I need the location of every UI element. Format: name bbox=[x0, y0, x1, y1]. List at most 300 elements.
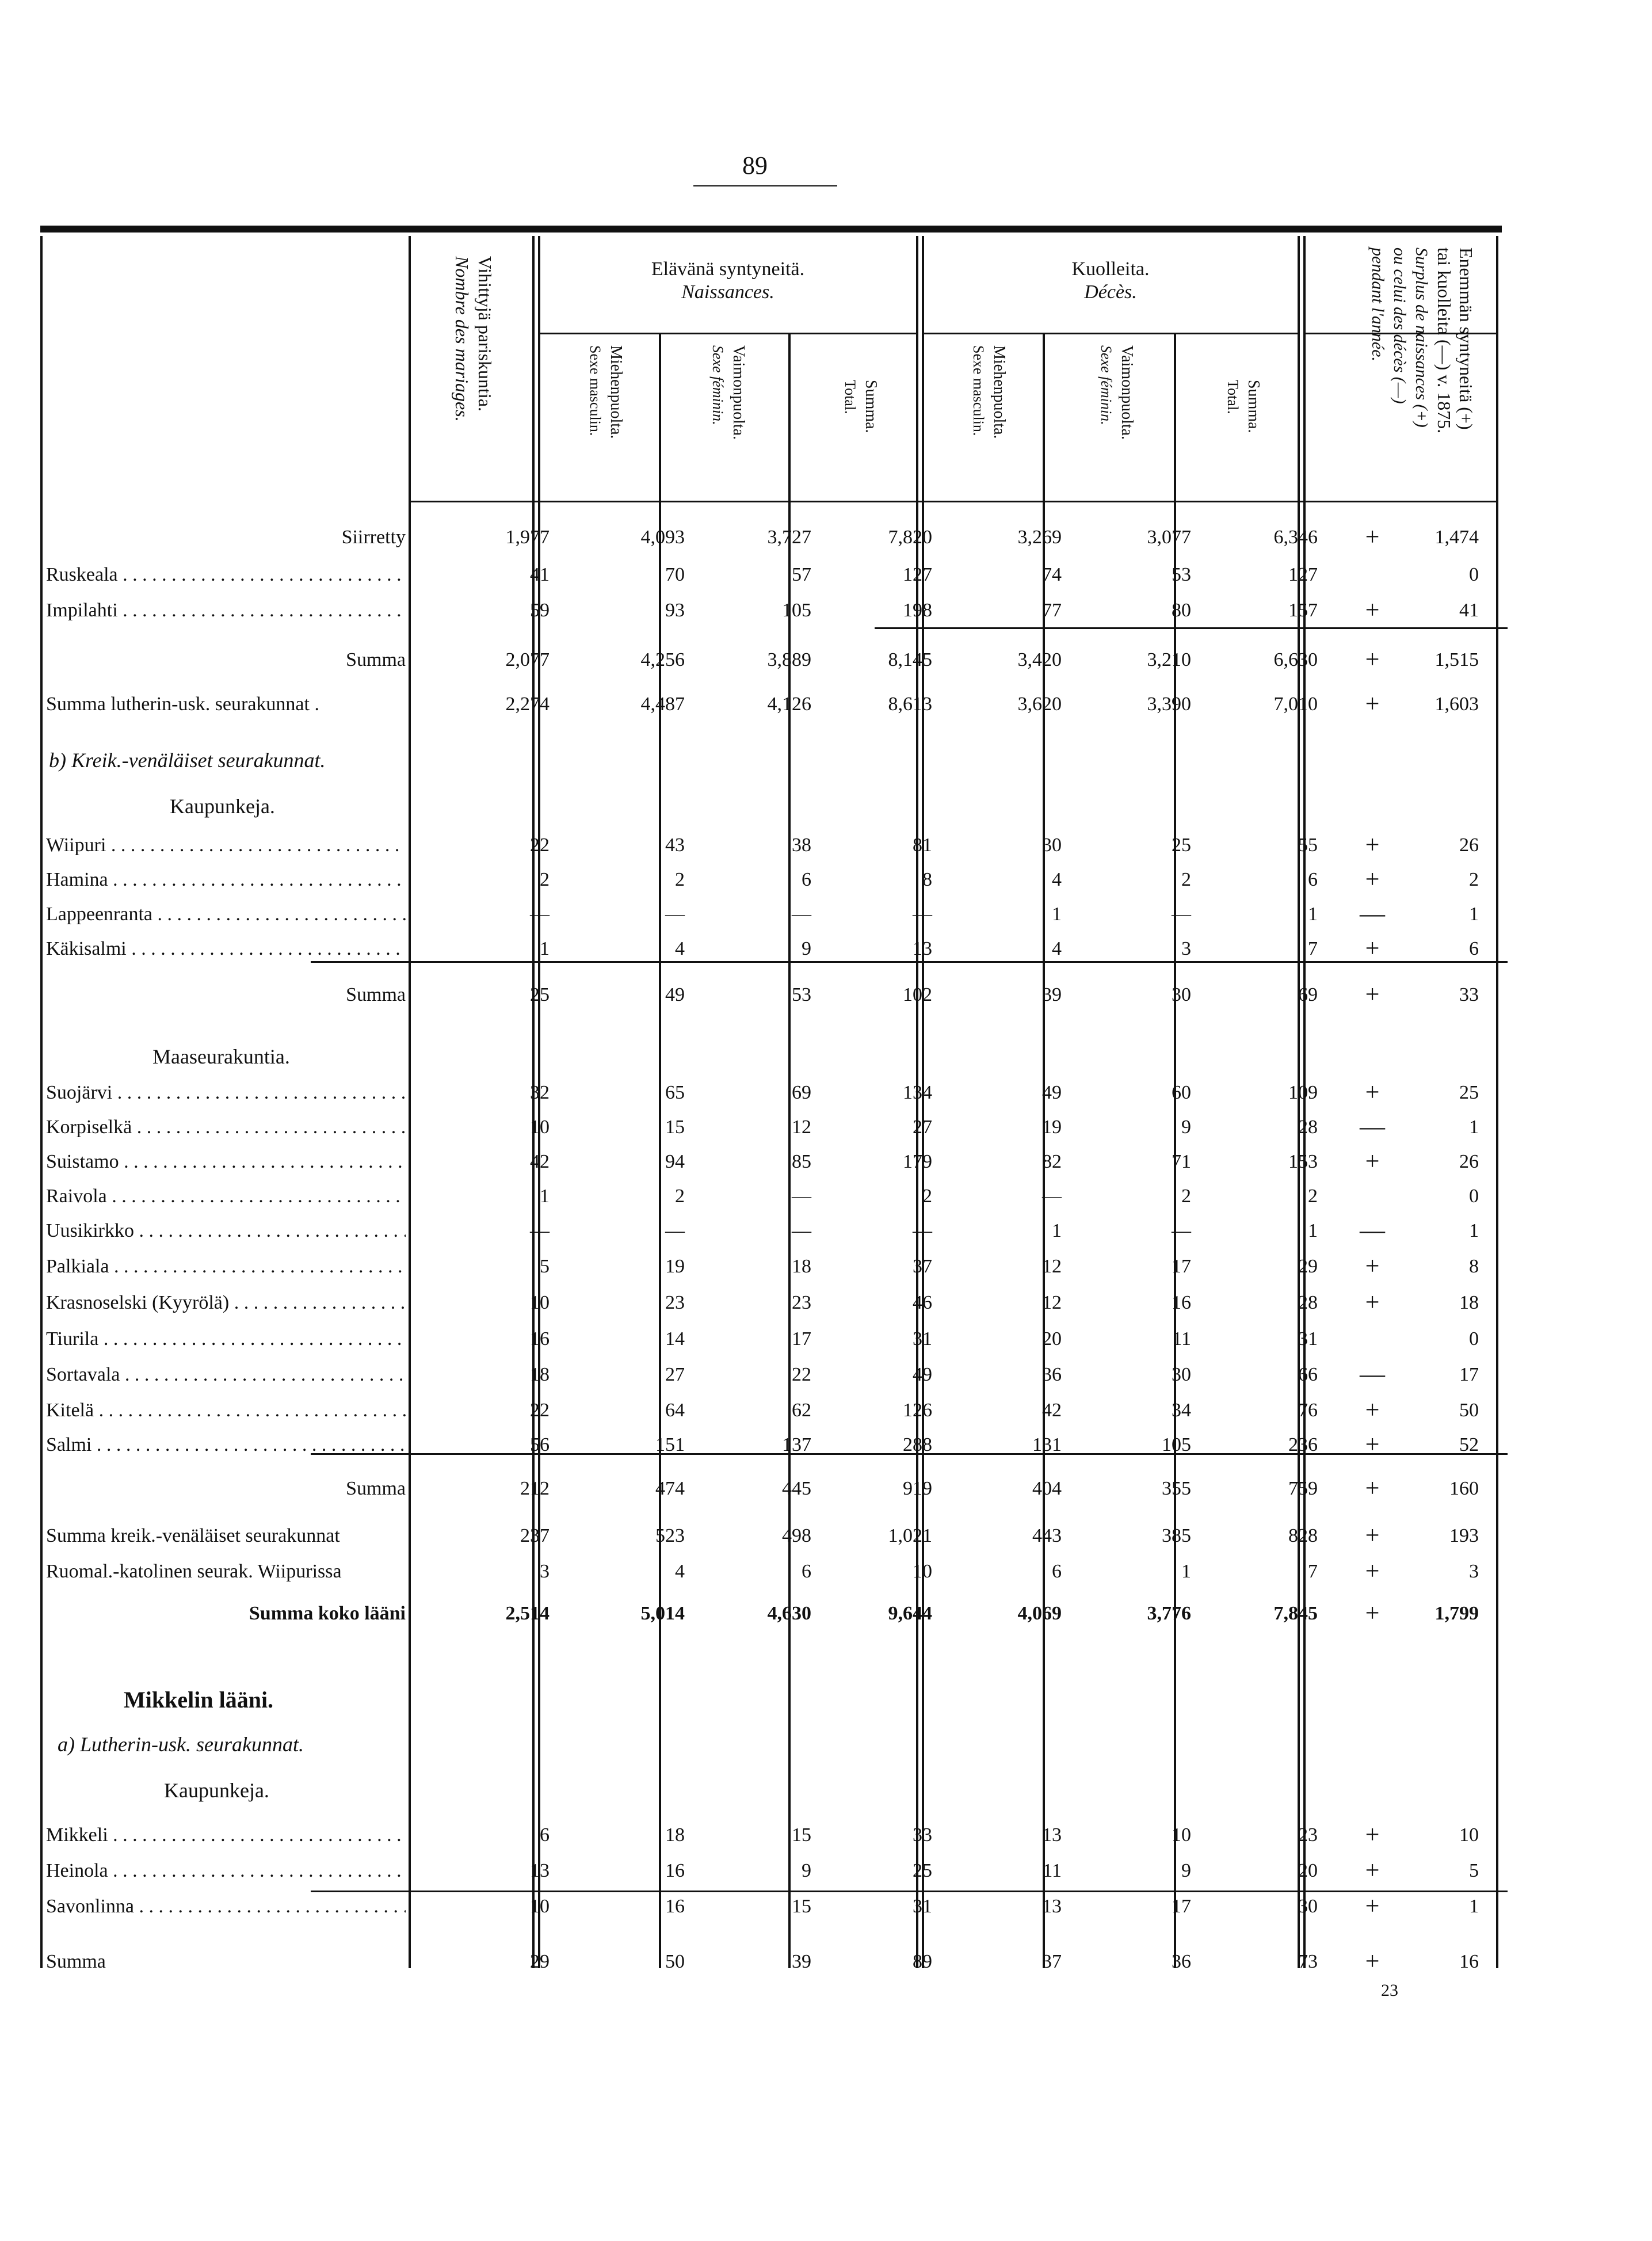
cell-value: 10 bbox=[530, 1292, 550, 1313]
marriages-header-fr: Nombre des mariages. bbox=[452, 256, 472, 422]
row-label: Heinola . . . bbox=[46, 1860, 406, 1882]
surplus-sign: — bbox=[1360, 1360, 1385, 1388]
cell-value: 38 bbox=[792, 834, 811, 856]
cell-value: 2 bbox=[675, 869, 685, 890]
surplus-value: 52 bbox=[1459, 1434, 1479, 1455]
surplus-sign: — bbox=[1360, 900, 1385, 928]
cell-value: 37 bbox=[1042, 1951, 1062, 1972]
cell-value: 53 bbox=[792, 984, 811, 1005]
cell-value: 179 bbox=[903, 1151, 932, 1172]
cell-value: 76 bbox=[1298, 1400, 1318, 1421]
surplus-value: 1,799 bbox=[1434, 1603, 1479, 1624]
surplus-value: 0 bbox=[1469, 1328, 1479, 1350]
cell-value: 10 bbox=[913, 1561, 932, 1582]
row-label: Wiipuri . . . bbox=[46, 834, 406, 856]
cell-value: 443 bbox=[1032, 1525, 1062, 1546]
row-label: Tiurila . . . bbox=[46, 1328, 406, 1350]
cell-value: 9 bbox=[802, 1860, 811, 1881]
cell-value: 19 bbox=[665, 1256, 685, 1277]
cell-value: 14 bbox=[665, 1328, 685, 1350]
cell-value: 12 bbox=[792, 1116, 811, 1138]
cell-value: 25 bbox=[1172, 834, 1191, 856]
cell-value: 82 bbox=[1042, 1151, 1062, 1172]
page-number-rule bbox=[693, 185, 837, 186]
cell-value: 3,889 bbox=[767, 649, 811, 670]
row-label: Palkiala . . . bbox=[46, 1256, 406, 1278]
surplus-value: 0 bbox=[1469, 1186, 1479, 1207]
row-label: Summa bbox=[46, 1951, 106, 1972]
cell-value: 3,269 bbox=[1017, 527, 1062, 548]
cell-value: 12 bbox=[1042, 1292, 1062, 1313]
surplus-sign: + bbox=[1365, 1078, 1380, 1106]
cell-value: 4 bbox=[1052, 938, 1062, 959]
surplus-sign: + bbox=[1365, 1599, 1380, 1627]
table-row bbox=[46, 1430, 1508, 1463]
cell-value: 37 bbox=[913, 1256, 932, 1277]
cell-value: 4,069 bbox=[1017, 1603, 1062, 1624]
cell-value: 385 bbox=[1162, 1525, 1191, 1546]
cell-value: 11 bbox=[1172, 1328, 1191, 1350]
surplus-sign: + bbox=[1365, 523, 1380, 551]
row-label: Sortavala . . . bbox=[46, 1364, 406, 1386]
cell-value: 12 bbox=[1042, 1256, 1062, 1277]
row-label: Summa bbox=[346, 649, 406, 670]
cell-value: 69 bbox=[1298, 984, 1318, 1005]
surplus-value: 18 bbox=[1459, 1292, 1479, 1313]
cell-value: 18 bbox=[792, 1256, 811, 1277]
cell-value: 94 bbox=[665, 1151, 685, 1172]
cell-value: 15 bbox=[665, 1116, 685, 1138]
surplus-header-fi2: tai kuolleita (—) v. 1875. bbox=[1434, 247, 1455, 434]
row-label: Ruskeala . . . bbox=[46, 564, 406, 586]
cell-value: 9,644 bbox=[888, 1603, 932, 1624]
cell-value: 3,620 bbox=[1017, 693, 1062, 715]
surplus-header-fr2: ou celui des décès (—) bbox=[1390, 247, 1409, 404]
surplus-header-fi1: Enemmän syntyneitä (+) bbox=[1456, 247, 1477, 430]
surplus-sign: + bbox=[1365, 1947, 1380, 1975]
cell-value: 41 bbox=[530, 564, 550, 585]
surplus-value: 25 bbox=[1459, 1082, 1479, 1103]
births-header bbox=[538, 258, 918, 304]
cell-value: 759 bbox=[1288, 1478, 1318, 1499]
cell-value: 4 bbox=[1052, 869, 1062, 890]
cell-value: 2 bbox=[922, 1186, 932, 1207]
cell-value: 49 bbox=[913, 1364, 932, 1385]
cell-value: 32 bbox=[530, 1082, 550, 1103]
cell-value: 2 bbox=[1181, 1186, 1191, 1207]
surplus-sign: + bbox=[1365, 689, 1380, 718]
table-top-rule bbox=[40, 226, 1502, 233]
cell-value: 404 bbox=[1032, 1478, 1062, 1499]
cell-value: 13 bbox=[1042, 1824, 1062, 1846]
surplus-sign: + bbox=[1365, 980, 1380, 1008]
cell-value: 31 bbox=[1298, 1328, 1318, 1350]
surplus-sign: + bbox=[1365, 1430, 1380, 1458]
cell-value: 445 bbox=[782, 1478, 811, 1499]
row-label: Summa bbox=[346, 1478, 406, 1499]
cell-value: 16 bbox=[530, 1328, 550, 1350]
row-label: Savonlinna . . . bbox=[46, 1896, 406, 1918]
surplus-sign: + bbox=[1365, 1396, 1380, 1424]
cell-value: 36 bbox=[1042, 1364, 1062, 1385]
births-male-header-fr: Sexe masculin. bbox=[587, 345, 604, 436]
marriages-header-fi: Vihittyjä pariskuntia. bbox=[475, 256, 495, 412]
cell-value: 73 bbox=[1298, 1951, 1318, 1972]
table-row bbox=[46, 1147, 1508, 1180]
cell-value: 13 bbox=[1042, 1896, 1062, 1917]
surplus-header-fr3: pendant l'année. bbox=[1368, 247, 1387, 362]
surplus-value: 6 bbox=[1469, 938, 1479, 959]
surplus-sign: + bbox=[1365, 865, 1380, 893]
cell-value: 17 bbox=[1172, 1256, 1191, 1277]
surplus-sign: + bbox=[1365, 1557, 1380, 1585]
births-total-header-fi: Summa. bbox=[862, 380, 880, 433]
cell-value: 2 bbox=[675, 1186, 685, 1207]
table-row bbox=[46, 596, 1508, 628]
cell-value: 10 bbox=[530, 1116, 550, 1138]
cell-value: 16 bbox=[665, 1860, 685, 1881]
cell-value: 8,145 bbox=[888, 649, 932, 670]
table-row bbox=[46, 1474, 1508, 1507]
surplus-value: 50 bbox=[1459, 1400, 1479, 1421]
cell-value: 33 bbox=[913, 1824, 932, 1846]
table-row bbox=[46, 1288, 1508, 1321]
row-label: Salmi . . . bbox=[46, 1434, 406, 1456]
cell-value: 127 bbox=[903, 564, 932, 585]
cell-value: 27 bbox=[665, 1364, 685, 1385]
cell-value: 137 bbox=[782, 1434, 811, 1455]
surplus-value: 8 bbox=[1469, 1256, 1479, 1277]
footnote-mark: 23 bbox=[1381, 1981, 1398, 2000]
surplus-value: 3 bbox=[1469, 1561, 1479, 1582]
cell-value: — bbox=[792, 1186, 811, 1207]
cell-value: 2,514 bbox=[505, 1603, 550, 1624]
table-row bbox=[46, 1521, 1508, 1554]
cell-value: 5 bbox=[540, 1256, 550, 1277]
cell-value: 85 bbox=[792, 1151, 811, 1172]
section-heading: Kaupunkeja. bbox=[170, 795, 275, 818]
cell-value: 30 bbox=[1042, 834, 1062, 856]
cell-value: 6,630 bbox=[1273, 649, 1318, 670]
table-row bbox=[46, 865, 1508, 898]
cell-value: 1 bbox=[1052, 904, 1062, 925]
cell-value: 7,820 bbox=[888, 527, 932, 548]
cell-value: 93 bbox=[665, 600, 685, 621]
row-label: Lappeenranta . . . bbox=[46, 904, 406, 925]
table-row bbox=[46, 1557, 1508, 1590]
cell-value: 28 bbox=[1298, 1116, 1318, 1138]
cell-value: 34 bbox=[1172, 1400, 1191, 1421]
cell-value: 31 bbox=[913, 1896, 932, 1917]
surplus-sign: — bbox=[1360, 1112, 1385, 1141]
deaths-male-header-fr: Sexe masculin. bbox=[970, 345, 987, 436]
cell-value: 23 bbox=[1298, 1824, 1318, 1846]
deaths-female-header-fr: Sexe féminin. bbox=[1098, 345, 1115, 425]
cell-value: 71 bbox=[1172, 1151, 1191, 1172]
surplus-value: 193 bbox=[1449, 1525, 1479, 1546]
cell-value: 3 bbox=[1181, 938, 1191, 959]
surplus-sign: + bbox=[1365, 596, 1380, 624]
cell-value: 1 bbox=[540, 1186, 550, 1207]
cell-value: 102 bbox=[903, 984, 932, 1005]
cell-value: 1 bbox=[540, 938, 550, 959]
surplus-value: 16 bbox=[1459, 1951, 1479, 1972]
section-heading: b) Kreik.-venäläiset seurakunnat. bbox=[49, 749, 326, 772]
table-row bbox=[46, 645, 1508, 678]
surplus-value: 17 bbox=[1459, 1364, 1479, 1385]
cell-value: 3 bbox=[540, 1561, 550, 1582]
surplus-sign: + bbox=[1365, 830, 1380, 859]
cell-value: 16 bbox=[665, 1896, 685, 1917]
cell-value: 134 bbox=[903, 1082, 932, 1103]
surplus-sign: + bbox=[1365, 1820, 1380, 1849]
cell-value: 53 bbox=[1172, 564, 1191, 585]
cell-value: 70 bbox=[665, 564, 685, 585]
cell-value: 89 bbox=[913, 1951, 932, 1972]
cell-value: 4,256 bbox=[640, 649, 685, 670]
cell-value: 237 bbox=[520, 1525, 550, 1546]
cell-value: 198 bbox=[903, 600, 932, 621]
cell-value: 151 bbox=[655, 1434, 685, 1455]
deaths-male-header-fi: Miehenpuolta. bbox=[990, 345, 1008, 439]
surplus-value: 41 bbox=[1459, 600, 1479, 621]
cell-value: 3,727 bbox=[767, 527, 811, 548]
table-row bbox=[46, 1360, 1508, 1393]
cell-value: 6 bbox=[1052, 1561, 1062, 1582]
cell-value: — bbox=[792, 904, 811, 925]
cell-value: 127 bbox=[1288, 564, 1318, 585]
table-row bbox=[46, 1078, 1508, 1111]
cell-value: 30 bbox=[1172, 1364, 1191, 1385]
left-margin-rule bbox=[40, 236, 43, 1968]
cell-value: 4 bbox=[675, 1561, 685, 1582]
cell-value: 1,021 bbox=[888, 1525, 932, 1546]
cell-value: 42 bbox=[530, 1151, 550, 1172]
table-row bbox=[46, 1856, 1508, 1889]
surplus-value: 33 bbox=[1459, 984, 1479, 1005]
cell-value: 16 bbox=[1172, 1292, 1191, 1313]
cell-value: 65 bbox=[665, 1082, 685, 1103]
cell-value: 6 bbox=[802, 1561, 811, 1582]
cell-value: 42 bbox=[1042, 1400, 1062, 1421]
cell-value: 1 bbox=[1308, 904, 1318, 925]
cell-value: 15 bbox=[792, 1824, 811, 1846]
cell-value: 2,077 bbox=[505, 649, 550, 670]
cell-value: 8,613 bbox=[888, 693, 932, 715]
cell-value: 30 bbox=[1298, 1896, 1318, 1917]
cell-value: 11 bbox=[1043, 1860, 1062, 1881]
table-row bbox=[46, 830, 1508, 863]
surplus-value: 1 bbox=[1469, 1220, 1479, 1241]
cell-value: 29 bbox=[530, 1951, 550, 1972]
cell-value: 6,346 bbox=[1273, 527, 1318, 548]
row-label: Mikkeli . . . bbox=[46, 1824, 406, 1846]
cell-value: 81 bbox=[913, 834, 932, 856]
cell-value: 56 bbox=[530, 1434, 550, 1455]
cell-value: — bbox=[530, 1220, 550, 1241]
cell-value: 62 bbox=[792, 1400, 811, 1421]
cell-value: 46 bbox=[913, 1292, 932, 1313]
cell-value: 19 bbox=[1042, 1116, 1062, 1138]
cell-value: 109 bbox=[1288, 1082, 1318, 1103]
cell-value: 27 bbox=[913, 1116, 932, 1138]
cell-value: 18 bbox=[530, 1364, 550, 1385]
surplus-sign: + bbox=[1365, 1521, 1380, 1549]
cell-value: 29 bbox=[1298, 1256, 1318, 1277]
row-label: Impilahti . . . bbox=[46, 600, 406, 622]
surplus-value: 5 bbox=[1469, 1860, 1479, 1881]
cell-value: 2 bbox=[1181, 869, 1191, 890]
cell-value: 74 bbox=[1042, 564, 1062, 585]
cell-value: 105 bbox=[782, 600, 811, 621]
cell-value: — bbox=[665, 1220, 685, 1241]
deaths-group-rule bbox=[922, 333, 1299, 334]
table-row bbox=[46, 934, 1508, 967]
cell-value: 6 bbox=[1308, 869, 1318, 890]
surplus-value: 1 bbox=[1469, 1896, 1479, 1917]
cell-value: — bbox=[1172, 1220, 1191, 1241]
cell-value: 23 bbox=[792, 1292, 811, 1313]
surplus-value: 1,474 bbox=[1434, 527, 1479, 548]
table-row bbox=[46, 1112, 1508, 1145]
cell-value: 13 bbox=[913, 938, 932, 959]
cell-value: 43 bbox=[665, 834, 685, 856]
cell-value: 60 bbox=[1172, 1082, 1191, 1103]
surplus-sign: + bbox=[1365, 1856, 1380, 1884]
cell-value: 57 bbox=[792, 564, 811, 585]
cell-value: 4,630 bbox=[767, 1603, 811, 1624]
cell-value: 2 bbox=[1308, 1186, 1318, 1207]
surplus-sign: + bbox=[1365, 1252, 1380, 1280]
surplus-sign: + bbox=[1365, 934, 1380, 962]
deaths-total-header-fi: Summa. bbox=[1245, 380, 1262, 433]
table-row bbox=[46, 900, 1508, 932]
surplus-sign: + bbox=[1365, 1147, 1380, 1175]
surplus-value: 10 bbox=[1459, 1824, 1479, 1846]
cell-value: 20 bbox=[1298, 1860, 1318, 1881]
cell-value: 25 bbox=[530, 984, 550, 1005]
row-label: Hamina . . . bbox=[46, 869, 406, 891]
cell-value: 10 bbox=[530, 1896, 550, 1917]
cell-value: 7,845 bbox=[1273, 1603, 1318, 1624]
cell-value: 355 bbox=[1162, 1478, 1191, 1499]
cell-value: 64 bbox=[665, 1400, 685, 1421]
births-group-rule bbox=[538, 333, 918, 334]
cell-value: — bbox=[792, 1220, 811, 1241]
births-female-header-fr: Sexe féminin. bbox=[709, 345, 726, 425]
cell-value: 4 bbox=[675, 938, 685, 959]
cell-value: 25 bbox=[913, 1860, 932, 1881]
cell-value: 288 bbox=[903, 1434, 932, 1455]
cell-value: 39 bbox=[1042, 984, 1062, 1005]
cell-value: 36 bbox=[1172, 1951, 1191, 1972]
cell-value: 10 bbox=[1172, 1824, 1191, 1846]
surplus-header-fr1: Surplus de naissances (+) bbox=[1412, 247, 1431, 428]
deaths-header-fi: Kuolleita. bbox=[1071, 258, 1150, 280]
cell-value: 1 bbox=[1052, 1220, 1062, 1241]
row-label: Ruomal.-katolinen seurak. Wiipurissa bbox=[46, 1561, 342, 1582]
cell-value: 17 bbox=[1172, 1896, 1191, 1917]
births-male-header-fi: Miehenpuolta. bbox=[607, 345, 625, 439]
row-label: Siirretty bbox=[341, 527, 406, 548]
surplus-sign: — bbox=[1360, 1216, 1385, 1244]
births-female-header-fi: Vaimonpuolta. bbox=[730, 345, 747, 440]
cell-value: 498 bbox=[782, 1525, 811, 1546]
cell-value: 523 bbox=[655, 1525, 685, 1546]
cell-value: 7 bbox=[1308, 1561, 1318, 1582]
surplus-sign: + bbox=[1365, 1892, 1380, 1920]
cell-value: 6 bbox=[802, 869, 811, 890]
row-label: Uusikirkko . . . bbox=[46, 1220, 406, 1242]
cell-value: 131 bbox=[1032, 1434, 1062, 1455]
cell-value: 30 bbox=[1172, 984, 1191, 1005]
cell-value: 49 bbox=[665, 984, 685, 1005]
cell-value: — bbox=[665, 904, 685, 925]
surplus-value: 1 bbox=[1469, 904, 1479, 925]
surplus-value: 1,515 bbox=[1434, 649, 1479, 670]
surplus-sign: + bbox=[1365, 645, 1380, 673]
cell-value: 50 bbox=[665, 1951, 685, 1972]
cell-value: 105 bbox=[1162, 1434, 1191, 1455]
sum-rule bbox=[311, 1891, 1508, 1892]
cell-value: 1,977 bbox=[505, 527, 550, 548]
cell-value: 2 bbox=[540, 869, 550, 890]
table-row bbox=[46, 523, 1508, 555]
cell-value: 157 bbox=[1288, 600, 1318, 621]
cell-value: — bbox=[913, 904, 932, 925]
table-row bbox=[46, 1820, 1508, 1853]
row-label: Summa kreik.-venäläiset seurakunnat bbox=[46, 1525, 340, 1546]
row-label: Krasnoselski (Kyyrölä) . . . bbox=[46, 1292, 406, 1314]
cell-value: 5,014 bbox=[640, 1603, 685, 1624]
births-total-header-fr: Total. bbox=[842, 380, 859, 414]
cell-value: — bbox=[1042, 1186, 1062, 1207]
cell-value: 66 bbox=[1298, 1364, 1318, 1385]
table-row bbox=[46, 1328, 1508, 1357]
cell-value: 236 bbox=[1288, 1434, 1318, 1455]
row-label: Käkisalmi . . . bbox=[46, 938, 406, 960]
row-label: Suistamo . . . bbox=[46, 1151, 406, 1173]
surplus-value: 0 bbox=[1469, 564, 1479, 585]
cell-value: 49 bbox=[1042, 1082, 1062, 1103]
deaths-total-header-fr: Total. bbox=[1224, 380, 1241, 414]
deaths-header bbox=[922, 258, 1299, 304]
cell-value: 474 bbox=[655, 1478, 685, 1499]
section-heading: Mikkelin lääni. bbox=[124, 1687, 274, 1713]
table-row bbox=[46, 1216, 1508, 1249]
surplus-value: 160 bbox=[1449, 1478, 1479, 1499]
cell-value: 18 bbox=[665, 1824, 685, 1846]
row-label: Summa bbox=[346, 984, 406, 1005]
table-row bbox=[46, 980, 1508, 1013]
table-row bbox=[46, 1396, 1508, 1428]
cell-value: 31 bbox=[913, 1328, 932, 1350]
row-label: Suojärvi . . . bbox=[46, 1082, 406, 1104]
cell-value: 28 bbox=[1298, 1292, 1318, 1313]
table-row bbox=[46, 1252, 1508, 1285]
table-row bbox=[46, 689, 1508, 722]
deaths-header-fr: Décès. bbox=[1084, 281, 1137, 303]
cell-value: 9 bbox=[1181, 1860, 1191, 1881]
births-header-fr: Naissances. bbox=[681, 281, 775, 303]
cell-value: 7,010 bbox=[1273, 693, 1318, 715]
surplus-value: 1,603 bbox=[1434, 693, 1479, 715]
surplus-sign: + bbox=[1365, 1288, 1380, 1316]
cell-value: 23 bbox=[665, 1292, 685, 1313]
cell-value: — bbox=[913, 1220, 932, 1241]
cell-value: 15 bbox=[792, 1896, 811, 1917]
surplus-value: 2 bbox=[1469, 869, 1479, 890]
